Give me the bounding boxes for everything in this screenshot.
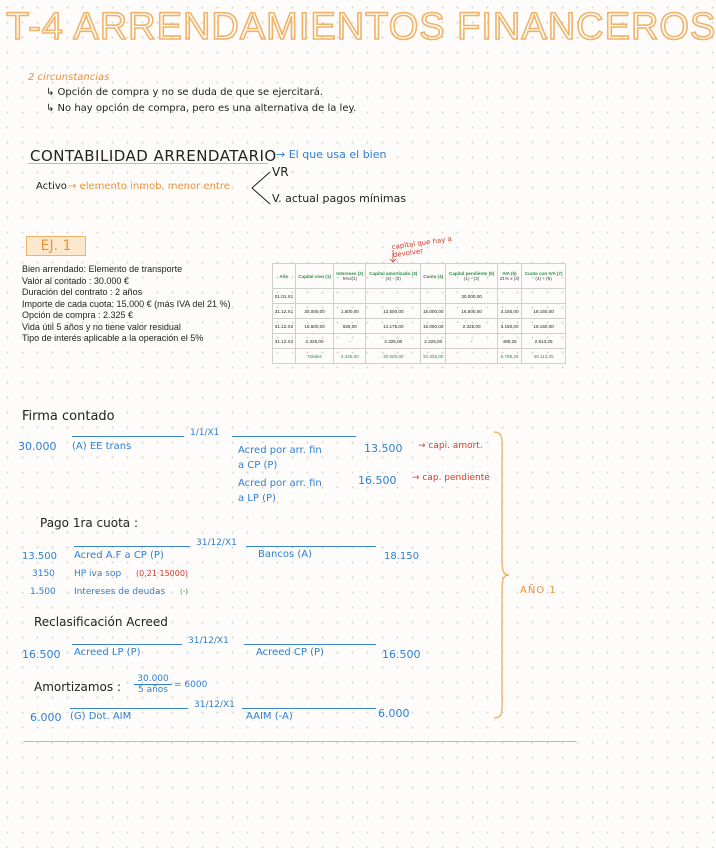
circunstancia-item-2: ↳ No hay opción de compra, pero es una alternativa de la ley.: [46, 103, 357, 114]
amortizamos-debe-amount: 6.000: [30, 711, 62, 724]
journal-line: [244, 644, 376, 645]
ejercicio-label: EJ. 1: [26, 236, 86, 256]
ejercicio-datos: [22, 264, 230, 345]
table-cell: 2.325,00: [295, 334, 333, 349]
table-header: Capital vivo (1): [295, 264, 333, 289]
table-cell: [446, 349, 498, 364]
table-cell: [273, 349, 296, 364]
table-row: [273, 304, 566, 319]
table-header: Intereses (2) 5%x(1): [334, 264, 366, 289]
table-cell: 32.325,00: [421, 349, 446, 364]
amortizamos-heading: Amortizamos :: [34, 680, 122, 694]
firma-haber-1-note: → capi. amort.: [418, 441, 483, 451]
table-row: [273, 334, 566, 349]
table-header: Cuota (4): [421, 264, 446, 289]
table-cell: 18.150,00: [522, 304, 566, 319]
table-cell: 3.150,00: [497, 319, 521, 334]
activo-label: Activo: [36, 181, 67, 192]
amortizamos-date: 31/12/X1: [194, 700, 235, 710]
amortizamos-haber-amount: 6.000: [378, 707, 410, 720]
table-header: IVA (6) 21% x (4): [497, 264, 521, 289]
account-line: a LP (P): [238, 493, 276, 504]
pago-account-1: Acred A.F a CP (P): [74, 550, 164, 561]
firma-debe-account: (A) EE trans: [72, 441, 132, 452]
table-header: Capital amortizado (3) (4) - (2): [366, 264, 421, 289]
table-cell: 488,25: [497, 334, 521, 349]
table-header: Capital pendiente (5) (1) - (3): [446, 264, 498, 289]
reclasificacion-debe-amount: 16.500: [22, 648, 61, 661]
amortizamos-haber-account: AAIM (-A): [246, 711, 293, 722]
table-cell: 1.500,00: [334, 304, 366, 319]
pago-amount-1: 13.500: [22, 551, 57, 562]
pago-note-2: (0,21·15000): [136, 569, 189, 578]
table-cell: 2.325,00: [446, 319, 498, 334]
table-cell: 31.12.X2: [273, 334, 296, 349]
table-cell: 15.000,00: [421, 304, 446, 319]
journal-line: [72, 644, 182, 645]
vr-label: VR: [272, 165, 289, 179]
table-cell: [366, 289, 421, 304]
bottom-divider: [24, 741, 576, 742]
table-cell: 30.000,00: [295, 304, 333, 319]
pago-heading: Pago 1ra cuota :: [40, 516, 139, 530]
table-cell: 2.325,00: [421, 334, 446, 349]
table-cell: [295, 289, 333, 304]
table-cell: [497, 289, 521, 304]
firma-haber-1: [238, 443, 322, 473]
table-cell: 01.01.X1: [273, 289, 296, 304]
journal-line: [232, 436, 356, 437]
table-cell: 2.813,25: [522, 334, 566, 349]
table-cell: [421, 289, 446, 304]
firma-haber-2-amount: 16.500: [358, 474, 397, 487]
table-cell: Totales: [295, 349, 333, 364]
table-cell: -: [334, 334, 366, 349]
account-line: Acred por arr. fin: [238, 478, 322, 489]
table-cell: 13.500,00: [366, 304, 421, 319]
table-cell: 39.113,25: [522, 349, 566, 364]
year-brace-icon: [492, 430, 510, 720]
reclasificacion-heading: Reclasificación Acreed: [34, 615, 168, 629]
table-header: Año: [273, 264, 296, 289]
circunstancia-item-1: ↳ Opción de compra y no se duda de que se ejercitará.: [46, 87, 324, 98]
amortization-table: [272, 263, 566, 364]
table-cell: 14.175,00: [366, 319, 421, 334]
firma-date: 1/1/X1: [190, 428, 220, 438]
table-cell: 31.12.X2: [273, 319, 296, 334]
capital-note: capital que hay a devolver: [391, 234, 453, 260]
table-cell: 6.788,25: [497, 349, 521, 364]
firma-haber-2-note: → cap. pendiente: [412, 473, 490, 483]
arrow-down-icon: [388, 250, 398, 264]
journal-line: [70, 708, 188, 709]
fraction-denominator: 5 años: [137, 685, 168, 695]
table-cell: 31.12.X1: [273, 304, 296, 319]
pago-amount-2: 3150: [32, 569, 55, 579]
year-label: AÑO 1: [520, 585, 557, 596]
table-cell: 30.000,00: [446, 289, 498, 304]
reclasificacion-debe-account: Acreed LP (P): [74, 647, 141, 658]
reclasificacion-date: 31/12/X1: [188, 636, 229, 646]
table-row: [273, 289, 566, 304]
firma-haber-2: [238, 476, 322, 506]
firma-debe-amount: 30.000: [18, 440, 57, 453]
vactual-label: V. actual pagos mínimas: [272, 192, 407, 205]
table-cell: 2.325,00: [334, 349, 366, 364]
reclasificacion-haber-account: Acreed CP (P): [256, 647, 324, 658]
page-title: T-4 ARRENDAMIENTOS FINANCEROS: [6, 6, 716, 48]
dato-line: Tipo de interés aplicable a la operación el 5%: [22, 333, 204, 343]
contabilidad-note: → El que usa el bien: [276, 148, 387, 161]
pago-haber-amount: 18.150: [384, 551, 419, 562]
pago-account-3: Intereses de deudas: [74, 587, 166, 597]
table-cell: 16.500,00: [295, 319, 333, 334]
table-totals-row: [273, 349, 566, 364]
journal-line: [242, 708, 376, 709]
circunstancias-heading: 2 circunstancias: [28, 72, 110, 83]
contabilidad-heading: CONTABILIDAD ARRENDATARIO: [30, 147, 277, 165]
table-cell: -: [446, 334, 498, 349]
table-cell: 18.150,00: [522, 319, 566, 334]
table-cell: [334, 289, 366, 304]
table-row: [273, 319, 566, 334]
dato-line: Bien arrendado: Elemento de transporte: [22, 264, 183, 274]
pago-note-3: (-): [180, 588, 188, 596]
branch-icon: [248, 168, 272, 208]
journal-line: [72, 436, 184, 437]
table-cell: 16.500,00: [446, 304, 498, 319]
pago-haber-account: Bancos (A): [258, 549, 312, 560]
activo-note: → elemento inmob, menor entre: [68, 181, 230, 192]
account-line: Acred por arr. fin: [238, 445, 322, 456]
journal-line: [246, 546, 376, 547]
amortizamos-result: = 6000: [174, 680, 208, 690]
dato-line: Duración del contrato : 2 años: [22, 287, 143, 297]
pago-account-2: HP iva sop: [74, 569, 122, 579]
journal-line: [74, 546, 190, 547]
dato-line: Valor al contado : 30.000 €: [22, 275, 129, 286]
dato-line: Importe de cada cuota: 15.000 € (más IVA del 21 %): [22, 298, 231, 309]
heading-underline: [28, 163, 268, 164]
table-cell: [522, 289, 566, 304]
firma-haber-1-amount: 13.500: [364, 442, 403, 455]
table-cell: 2.325,00: [366, 334, 421, 349]
pago-date: 31/12/X1: [196, 538, 237, 548]
pago-amount-3: 1.500: [30, 587, 56, 597]
reclasificacion-haber-amount: 16.500: [382, 648, 421, 661]
table-header: Cuota con IVA (7) (4) + (6): [522, 264, 566, 289]
table-cell: 3.150,00: [497, 304, 521, 319]
table-header-row: [273, 264, 566, 289]
table-cell: 15.000,00: [421, 319, 446, 334]
fraction-numerator: 30.000: [134, 674, 172, 685]
dato-line: Opción de compra : 2.325 €: [22, 310, 134, 320]
amortizamos-fraction: [134, 674, 172, 695]
amortizamos-debe-account: (G) Dot. AIM: [70, 711, 132, 722]
table-cell: 30.000,00: [366, 349, 421, 364]
table-cell: 825,00: [334, 319, 366, 334]
account-line: a CP (P): [238, 460, 278, 471]
dato-line: Vida útil 5 años y no tiene valor residual: [22, 321, 181, 332]
firma-heading: Firma contado: [22, 409, 115, 424]
